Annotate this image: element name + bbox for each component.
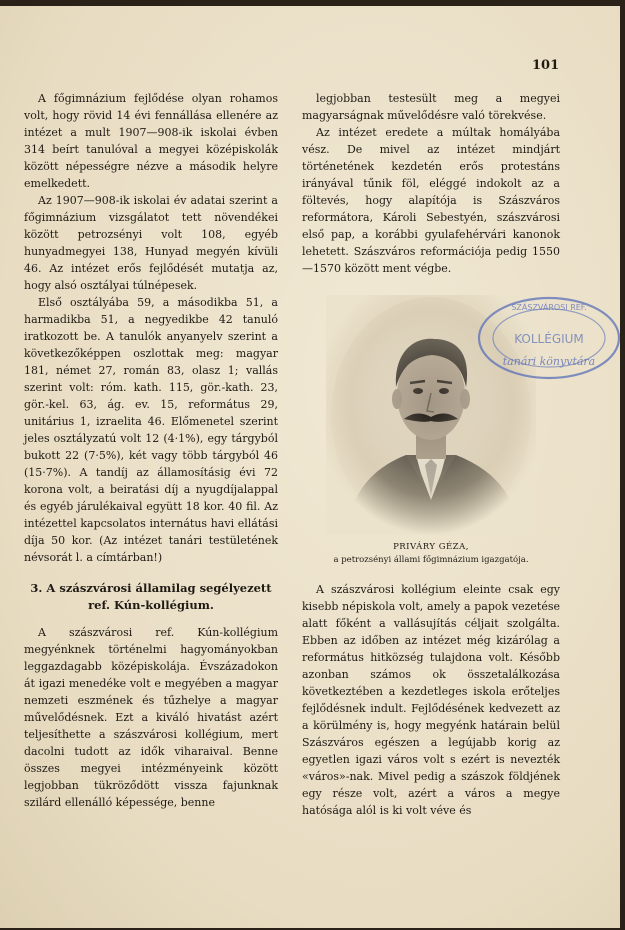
section-title-line: ref. Kún-kollégium. bbox=[88, 598, 214, 612]
stamp-top-text: SZÁSZVÁROSI REF. bbox=[511, 303, 587, 312]
stamp-middle-text: KOLLÉGIUM bbox=[514, 332, 584, 346]
page-number: 101 bbox=[532, 58, 560, 73]
paragraph: Első osztályába 59, a másodikba 51, a harmadikba 51, a negyedikbe 42 tanuló iratkozott be. A tanulók anyanyelv szerint a következőképpen oszlottak meg: magyar 181, német 27, román 83, olasz 1; vallás szerint volt: róm. kath. 115, gör.-kath. 23, gör.-kel. 63, ág. ev. 15, református 29, unitárius 1, izraelita 46. Előmenetel szerint jeles osztályzatú volt 12 (4·1%), egy tárgyból bukott 22 (7·5%), két vagy több tárgyból 46 (15·7%). A tandíj az államosításig évi 72 korona volt, a beiratási díj a nyugdíjalappal és egyéb járulékaival együtt 18 kor. 40 fil. Az intézettel kapcsolatos internátus havi ellátási díja 50 kor. (Az intézet tanári testületének névsorát l. a címtárban!) bbox=[24, 296, 278, 564]
paragraph: Az 1907—908-ik iskolai év adatai szerint a főgimnázium vizsgálatot tett növendékei között petrozsényi volt 108, egyéb hunyadmegyei 138, Hunyad megyén kívüli 46. Az intézet erős fejlődését mutatja az, hogy alsó osztályai túlnépesek. bbox=[24, 194, 278, 292]
paragraph: A szászvárosi ref. Kún-kollégium megyénknek történelmi hagyományokban leggazdagabb középiskolája. Évszázadokon át igazi menedéke volt e megyében a magyar nemzeti eszmének és tűzhelye a magyar művelődésnek. Ezt a kiváló hivatást azért teljesíthette a szászvárosi kollégium, mert dacolni tudott az idők viharaival. Benne összes megyei intézményeink között legjobban tükröződött vissza fajunknak szilárd ellenálló képessége, benne bbox=[24, 626, 278, 809]
paragraph: A szászvárosi kollégium eleinte csak egy kisebb népiskola volt, amely a papok vezetése alatt főként a vallásujítás céljait szolgálta. Ebben az időben az intézet még kizárólag a református hitközség tulajdona volt. Később azonban számos ok összetalálkozása következtében a kezdetleges iskola erőteljes fejlődésnek indult. Fejlődésének kedvezett az a körülmény is, hogy megyénk határain belül Szászváros egészen a legújabb korig az egyetlen igazi város volt s ezért is nevezték «város»-nak. Mivel pedig a szászok földjének egy része volt, azért a város a megye hatósága alól is ki volt véve és bbox=[302, 583, 560, 817]
book-page bbox=[0, 6, 620, 928]
right-column bbox=[302, 90, 596, 819]
left-column bbox=[24, 90, 278, 811]
section-title bbox=[24, 580, 278, 614]
section-title-line: 3. A szászvárosi államilag segélyezett bbox=[30, 581, 272, 595]
portrait-figure bbox=[302, 287, 596, 577]
caption-title: a petrozsényi állami főgimnázium igazgatója. bbox=[333, 555, 529, 565]
caption-name: PRIVÁRY GÉZA, bbox=[393, 542, 469, 552]
stamp-bottom-text: tanári könyvtára bbox=[502, 355, 596, 368]
figure-caption bbox=[302, 541, 560, 567]
paragraph: Az intézet eredete a múltak homályába vész. De mivel az intézet mindjárt történetének kezdetén erős protestáns irányával tűnik föl, eléggé indokolt az a föltevés, hogy alapítója is Szászváros reformátora, Károli Sebestyén, szászvárosi első pap, a korábbi gyulafehérvári kanonok lehetett. Szászváros reformációja pedig 1550—1570 között ment végbe. bbox=[302, 126, 560, 275]
library-stamp bbox=[474, 293, 624, 383]
paragraph: legjobban testesült meg a megyei magyarságnak művelődésre való törekvése. bbox=[302, 92, 560, 122]
paragraph: A főgimnázium fejlődése olyan rohamos volt, hogy rövid 14 évi fennállása ellenére az intézet a mult 1907—908-ik iskolai évben 314 beírt tanulóval a megyei középiskolák között népességre nézve a második helyre emelkedett. bbox=[24, 92, 278, 190]
